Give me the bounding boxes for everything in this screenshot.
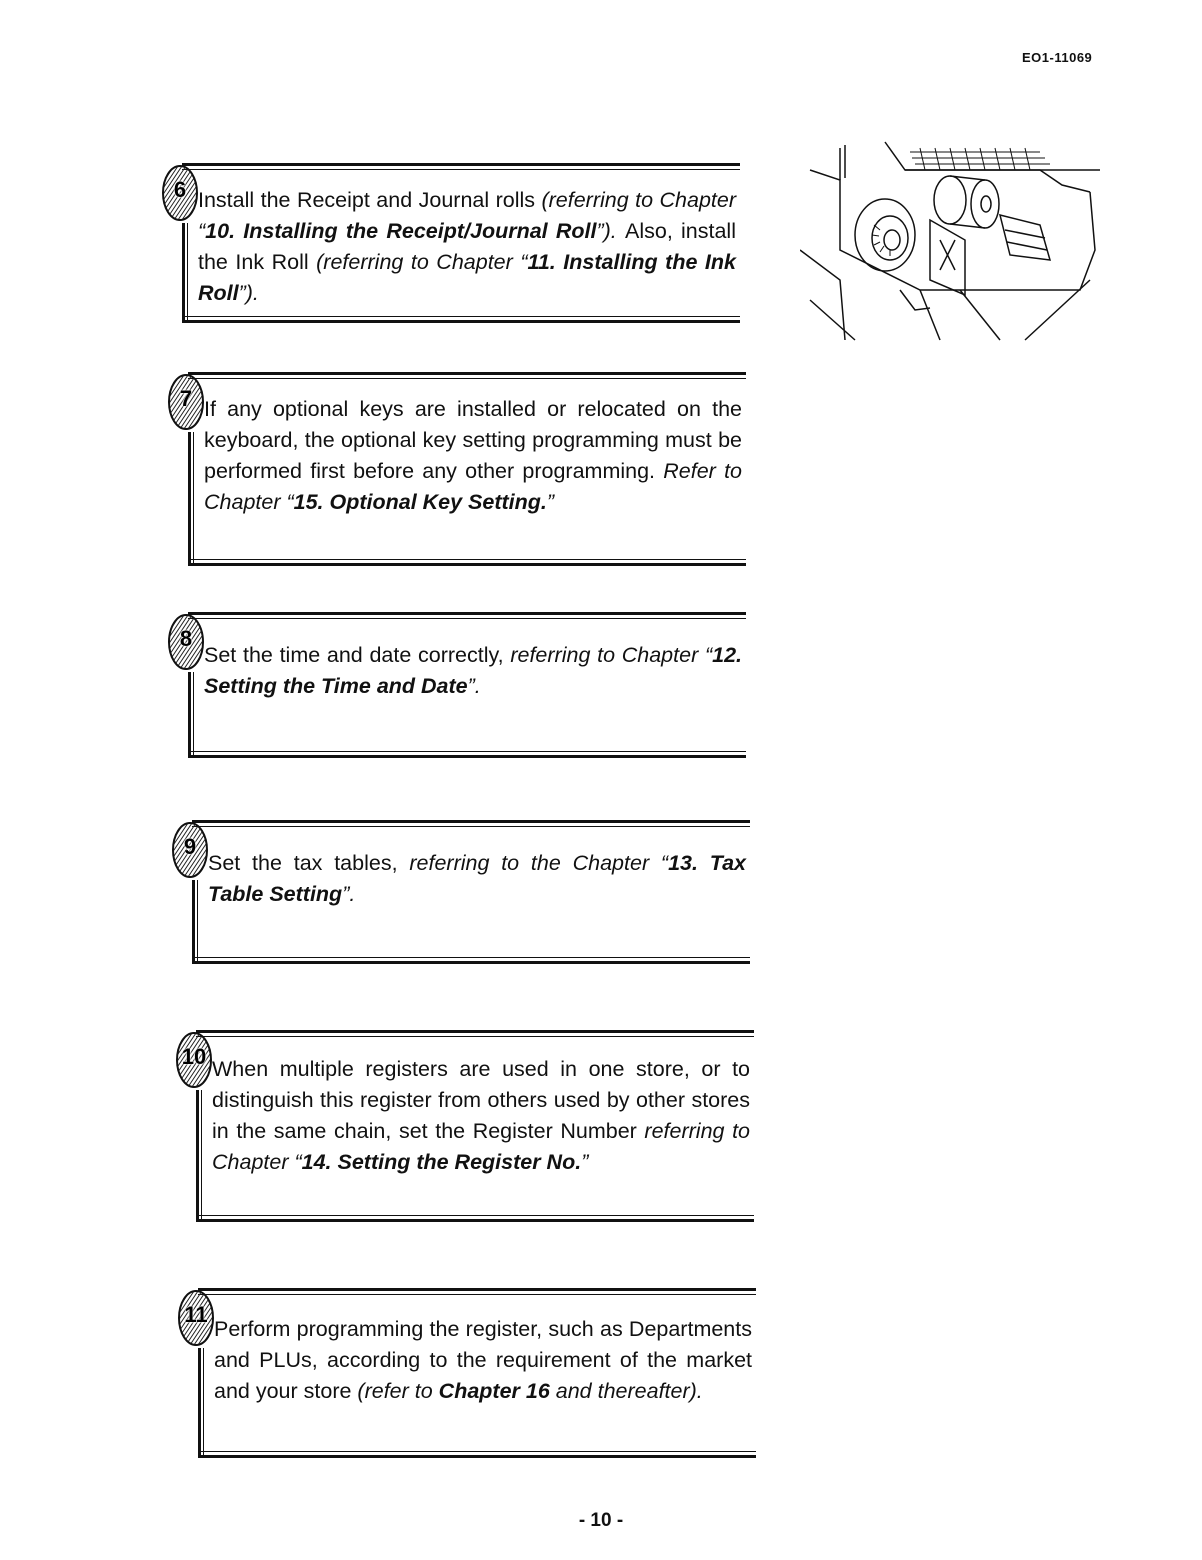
- step-rule-left: [188, 672, 194, 756]
- step-text-segment: (referring to Chapter “: [198, 188, 736, 243]
- step-text-segment: 14. Setting the Register No.: [301, 1150, 582, 1174]
- step-text-segment: If any optional keys are installed or relocated on the keyboard, the optional key setting programming must be performed first before any other programming.: [204, 397, 742, 483]
- step-text-segment: 11. Installing the Ink Roll: [198, 250, 736, 305]
- step-rule-bottom: [196, 1215, 754, 1222]
- step-text-segment: Perform programming the register, such as Departments and PLUs, according to the requirement of the market and your store: [214, 1317, 752, 1403]
- document-id: EO1-11069: [1022, 50, 1093, 65]
- step-text-segment: (referring to Chapter “: [316, 250, 528, 274]
- step-text-segment: ”).: [238, 281, 259, 305]
- step-rule-left: [192, 880, 198, 962]
- step-number-badge: 6: [160, 163, 200, 223]
- step-number-badge: 8: [166, 612, 206, 672]
- step-rule-top: [188, 612, 746, 619]
- step-rule-top: [196, 1030, 754, 1037]
- step-8: [166, 612, 746, 758]
- step-rule-top: [192, 820, 750, 827]
- step-rule-bottom: [198, 1451, 756, 1458]
- receipt-printer-icon: [800, 130, 1100, 350]
- step-rule-left: [182, 223, 188, 321]
- step-text-segment: Also, install the Ink Roll: [198, 219, 736, 274]
- page-number: - 10 -: [578, 1510, 624, 1531]
- step-text-segment: When multiple registers are used in one store, or to distinguish this register from others used by other stores in the same chain, set the Register Number: [212, 1057, 750, 1143]
- step-text-segment: referring to Chapter “: [212, 1119, 751, 1174]
- step-text-segment: 10. Installing the Receipt/Journal Roll: [205, 219, 597, 243]
- step-text-segment: 12. Setting the Time and Date: [204, 643, 742, 698]
- step-text-segment: and thereafter).: [549, 1379, 703, 1403]
- step-text-segment: Set the time and date correctly,: [204, 643, 511, 667]
- step-text-segment: Refer to Chapter “: [204, 459, 742, 514]
- step-text: [208, 848, 746, 910]
- step-text: [198, 185, 736, 309]
- step-text-segment: Install the Receipt and Journal rolls: [198, 188, 542, 212]
- step-text-segment: referring to Chapter “: [510, 643, 713, 667]
- step-7: [166, 372, 746, 566]
- step-rule-top: [182, 163, 740, 170]
- step-number-badge: 11: [176, 1288, 216, 1348]
- step-text: [214, 1314, 752, 1407]
- step-text-segment: Chapter 16: [438, 1379, 550, 1403]
- step-rule-left: [196, 1090, 202, 1220]
- printer-rolls-illustration: [800, 130, 1100, 350]
- step-number-badge: 7: [166, 372, 206, 432]
- step-rule-bottom: [182, 316, 740, 323]
- step-text-segment: ”.: [342, 882, 356, 906]
- step-rule-left: [198, 1348, 204, 1456]
- step-text-segment: ”).: [596, 219, 625, 243]
- step-6: [160, 163, 740, 323]
- step-text-segment: 15. Optional Key Setting.: [293, 490, 547, 514]
- step-number-badge: 10: [174, 1030, 214, 1090]
- step-text-segment: referring to the Chapter “: [409, 851, 669, 875]
- step-11: [176, 1288, 756, 1458]
- step-rule-bottom: [192, 957, 750, 964]
- step-rule-left: [188, 432, 194, 564]
- step-text-segment: Set the tax tables,: [208, 851, 410, 875]
- step-rule-top: [188, 372, 746, 379]
- step-text-segment: 13. Tax Table Setting: [208, 851, 746, 906]
- step-text: [212, 1054, 750, 1178]
- step-text-segment: ”.: [467, 674, 481, 698]
- step-10: [174, 1030, 754, 1222]
- step-rule-bottom: [188, 559, 746, 566]
- step-rule-bottom: [188, 751, 746, 758]
- step-text: [204, 394, 742, 518]
- step-9: [170, 820, 750, 964]
- step-text: [204, 640, 742, 702]
- step-text-segment: ”: [581, 1150, 589, 1174]
- step-rule-top: [198, 1288, 756, 1295]
- step-text-segment: (refer to: [357, 1379, 439, 1403]
- step-text-segment: ”: [546, 490, 555, 514]
- step-number-badge: 9: [170, 820, 210, 880]
